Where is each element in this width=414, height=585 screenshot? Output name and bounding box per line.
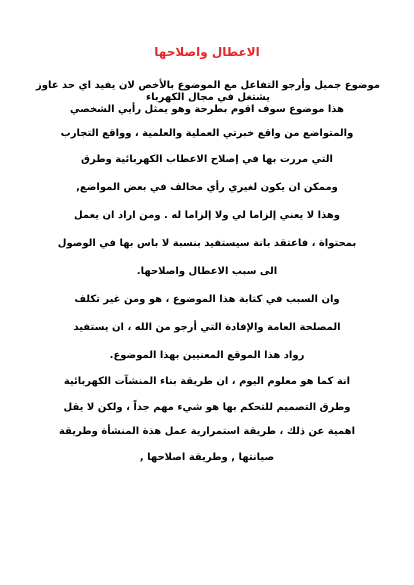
text-line: رواد هذا الموقع المعنيين بهذا الموضوع.: [109, 350, 305, 361]
text-line: وهذا لا يعني إلزاما لي ولا إلزاما له . ومن اراد ان يعمل: [73, 210, 341, 221]
text-line: صيانتها , وطريقة اصلاحها ,: [139, 452, 275, 463]
text-line: وممكن ان يكون لغيري رأي مخالف في بعض المواضع,: [76, 182, 338, 193]
text-line: المصلحة العامة والإفادة التي أرجو من الله ، ان يستفيد: [73, 322, 341, 333]
document-title: الاعطال واصلاحها: [154, 45, 260, 59]
text-line: انة كما هو معلوم اليوم ، ان طريقة بناء المنشآت الكهربائية: [63, 376, 351, 387]
intro-paragraph: موضوع جميل وأرجو التفاعل مع الموضوع بالأخص لان يفيد اي حد عاوز يشتغل في مجال الكهرباء: [36, 80, 380, 103]
text-line: والمتواضع من واقع خبرتي العملية والعلمية ، وواقع التجارب: [60, 128, 354, 139]
text-line: التي مررت بها في إصلاح الاعطاب الكهربائية وطرق: [81, 154, 333, 165]
text-line: هذا موضوع سوف اقوم بطرحة وهو يمثل رأيي الشخصي: [70, 104, 344, 115]
text-line: اهمية عن ذلك ، طريقة استمرارية عمل هذة المنشأة وطريقة: [58, 426, 356, 437]
text-line: وان السبب في كتابة هذا الموضوع ، هو ومن غير تكلف: [74, 294, 340, 305]
text-line: الى سبب الاعطال واصلاحها.: [136, 266, 278, 277]
text-line: بمحتواة ، فاعتقد بانة سيستفيد بنسبة لا باس بها في الوصول: [57, 238, 357, 249]
text-line: وطرق التصميم للتحكم بها هو شيء مهم جداً ، ولكن لا يقل: [63, 402, 351, 413]
